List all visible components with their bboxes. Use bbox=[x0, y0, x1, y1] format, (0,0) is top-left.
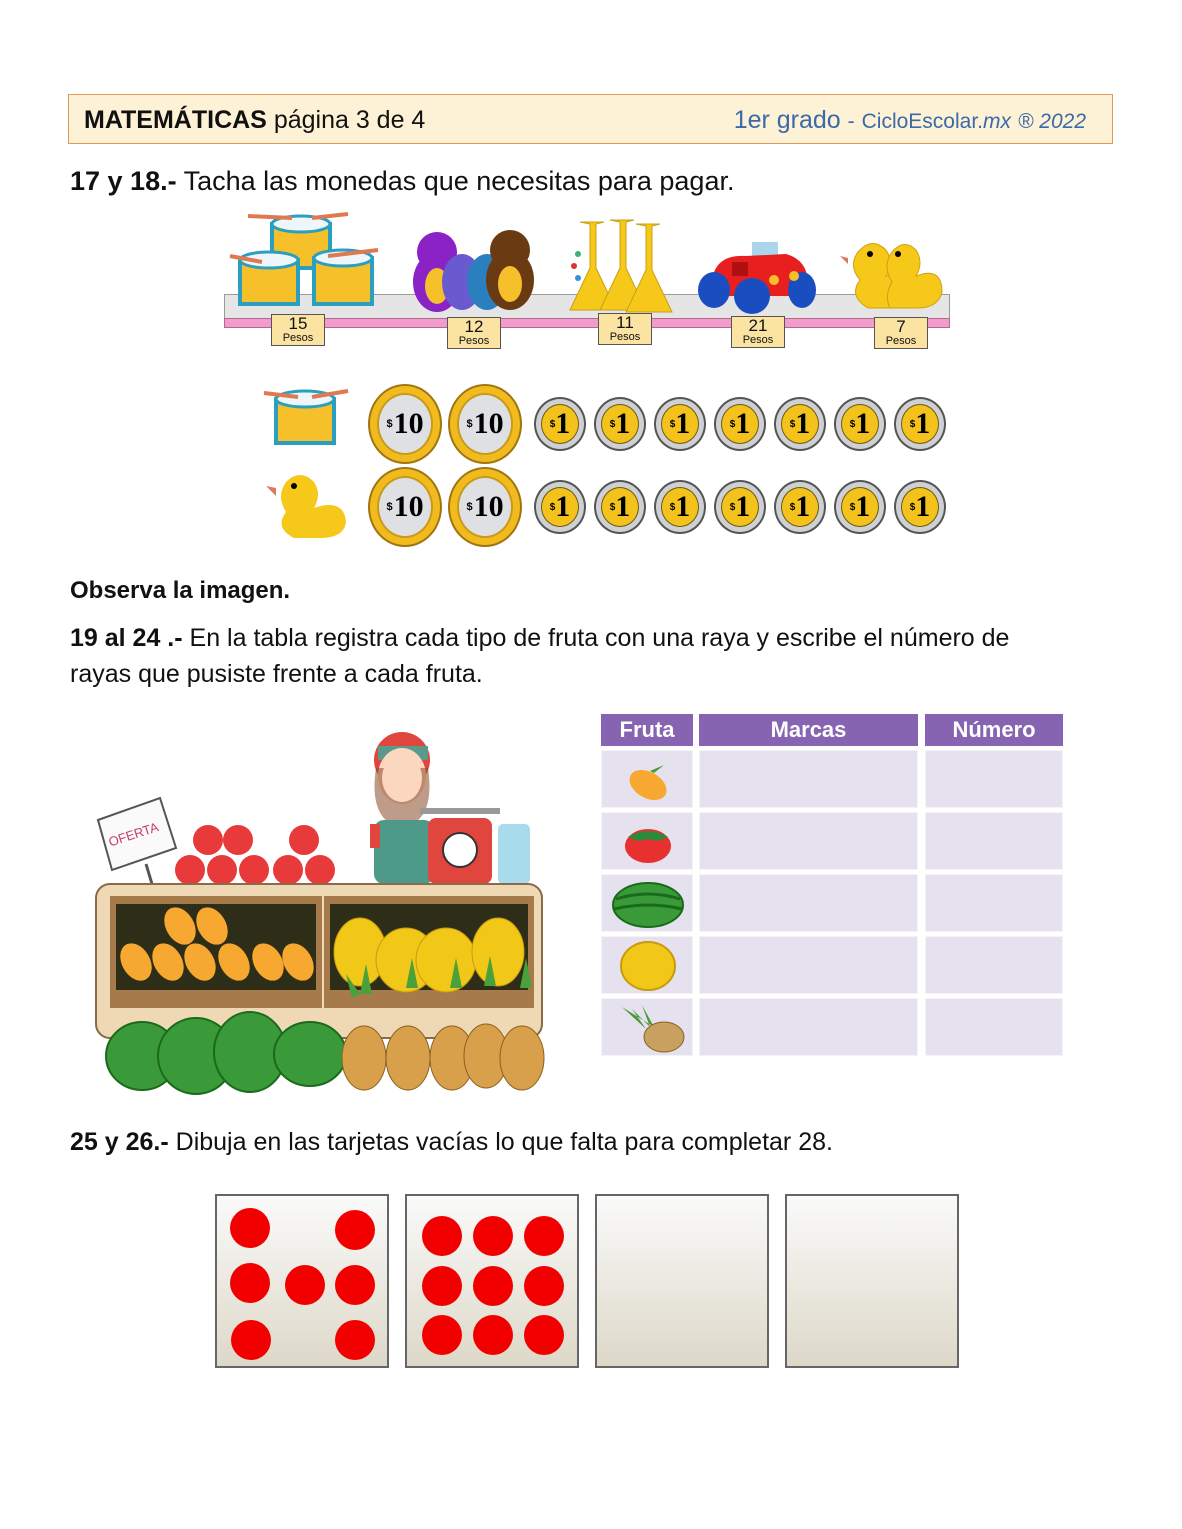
coin-row-drum bbox=[368, 384, 946, 464]
duck-icon bbox=[264, 468, 350, 540]
question-text: Tacha las monedas que necesitas para pagar. bbox=[183, 166, 735, 196]
coin-1[interactable]: $ 1 bbox=[594, 397, 646, 451]
site-tld: mx bbox=[983, 110, 1012, 133]
red-dot bbox=[285, 1265, 325, 1305]
red-dot bbox=[473, 1216, 513, 1256]
fruit-cell-pineapple bbox=[601, 998, 693, 1056]
price-value: 15 bbox=[288, 314, 308, 333]
question-number: 17 y 18.- bbox=[70, 166, 177, 196]
question-text-line2: rayas que pusiste frente a cada fruta. bbox=[70, 660, 483, 688]
dot-card-9 bbox=[405, 1194, 579, 1368]
marcas-cell[interactable] bbox=[699, 750, 918, 808]
fruit-cell-tomato bbox=[601, 812, 693, 870]
question-text-line1: En la tabla registra cada tipo de fruta con una raya y escribe el número de bbox=[189, 624, 1010, 652]
question-number: 19 al 24 .- bbox=[70, 624, 183, 652]
drum-icon bbox=[262, 385, 352, 451]
price-value: 21 bbox=[748, 316, 768, 335]
fruit-cell-mango bbox=[601, 750, 693, 808]
red-dot bbox=[524, 1216, 564, 1256]
price-tag bbox=[874, 317, 928, 349]
numero-cell[interactable] bbox=[925, 936, 1063, 994]
page-info: página 3 de 4 bbox=[273, 106, 426, 134]
coin-1[interactable]: $ 1 bbox=[894, 480, 946, 534]
marcas-cell[interactable] bbox=[699, 812, 918, 870]
coin-1[interactable]: $ 1 bbox=[654, 397, 706, 451]
price-tag bbox=[447, 317, 501, 349]
page-header bbox=[68, 94, 1113, 144]
price-value: 7 bbox=[896, 317, 906, 336]
numero-cell[interactable] bbox=[925, 812, 1063, 870]
column-header-numero: Número bbox=[925, 714, 1063, 746]
copyright: ® 2022 bbox=[1017, 110, 1086, 133]
watermelon-icon bbox=[602, 875, 694, 933]
shelf-trim bbox=[224, 318, 950, 328]
coin-1[interactable]: $ 1 bbox=[714, 480, 766, 534]
price-tag bbox=[731, 316, 785, 348]
coin-1[interactable]: $ 1 bbox=[774, 397, 826, 451]
red-dot bbox=[422, 1216, 462, 1256]
red-dot bbox=[473, 1315, 513, 1355]
header-separator: - bbox=[847, 110, 855, 133]
car-icon bbox=[696, 240, 820, 314]
red-dot bbox=[524, 1315, 564, 1355]
empty-card[interactable] bbox=[785, 1194, 959, 1368]
price-currency: Pesos bbox=[609, 331, 641, 343]
coin-1[interactable]: $ 1 bbox=[534, 397, 586, 451]
price-tag bbox=[598, 313, 652, 345]
red-dot bbox=[230, 1263, 270, 1303]
coin-10[interactable]: $ 10 bbox=[448, 467, 522, 547]
marcas-cell[interactable] bbox=[699, 936, 918, 994]
red-dot bbox=[422, 1266, 462, 1306]
trumpets-icon bbox=[560, 218, 680, 314]
question-25-title bbox=[70, 1124, 833, 1160]
coin-1[interactable]: $ 1 bbox=[654, 480, 706, 534]
coin-1[interactable]: $ 1 bbox=[594, 480, 646, 534]
red-dot bbox=[335, 1210, 375, 1250]
numero-cell[interactable] bbox=[925, 874, 1063, 932]
red-dot bbox=[231, 1320, 271, 1360]
observe-instruction: Observa la imagen. bbox=[70, 577, 291, 604]
grade-label: 1er grado bbox=[733, 106, 841, 134]
red-dot bbox=[524, 1266, 564, 1306]
price-currency: Pesos bbox=[458, 335, 490, 347]
red-dot bbox=[335, 1320, 375, 1360]
ducks-icon bbox=[838, 236, 948, 312]
svg-text:OFERTA: OFERTA bbox=[106, 819, 161, 850]
header-left bbox=[84, 106, 425, 135]
red-dot bbox=[473, 1266, 513, 1306]
coin-10[interactable]: $ 10 bbox=[368, 384, 442, 464]
red-dot bbox=[335, 1265, 375, 1305]
site-name: CicloEscolar. bbox=[861, 110, 984, 133]
pineapple-icon bbox=[602, 999, 694, 1057]
question-number: 25 y 26.- bbox=[70, 1128, 169, 1156]
question-19-title bbox=[70, 620, 1130, 692]
melon-icon bbox=[602, 937, 694, 995]
price-currency: Pesos bbox=[282, 332, 314, 344]
price-value: 12 bbox=[464, 317, 484, 336]
red-dot bbox=[230, 1208, 270, 1248]
drums-icon bbox=[228, 206, 388, 314]
coin-1[interactable]: $ 1 bbox=[534, 480, 586, 534]
coin-1[interactable]: $ 1 bbox=[894, 397, 946, 451]
coin-10[interactable]: $ 10 bbox=[368, 467, 442, 547]
fruit-table bbox=[601, 714, 1063, 1058]
price-tag bbox=[271, 314, 325, 346]
bears-icon bbox=[402, 226, 542, 312]
question-17-title bbox=[70, 166, 734, 197]
coin-row-duck bbox=[368, 467, 946, 547]
price-currency: Pesos bbox=[742, 334, 774, 346]
price-currency: Pesos bbox=[885, 335, 917, 347]
marcas-cell[interactable] bbox=[699, 874, 918, 932]
subject-title: MATEMÁTICAS bbox=[84, 106, 267, 134]
question-text: Dibuja en las tarjetas vacías lo que falta para completar 28. bbox=[175, 1128, 833, 1156]
numero-cell[interactable] bbox=[925, 750, 1063, 808]
tomato-icon bbox=[602, 813, 694, 871]
numero-cell[interactable] bbox=[925, 998, 1063, 1056]
dot-card-7 bbox=[215, 1194, 389, 1368]
coin-1[interactable]: $ 1 bbox=[834, 480, 886, 534]
coin-1[interactable]: $ 1 bbox=[714, 397, 766, 451]
red-dot bbox=[422, 1315, 462, 1355]
header-right bbox=[734, 106, 1086, 135]
price-value: 11 bbox=[616, 313, 634, 332]
marcas-cell[interactable] bbox=[699, 998, 918, 1056]
fruit-stand-illustration bbox=[90, 708, 550, 1096]
coin-1[interactable]: $ 1 bbox=[774, 480, 826, 534]
column-header-marcas: Marcas bbox=[699, 714, 918, 746]
column-header-fruta: Fruta bbox=[601, 714, 693, 746]
fruit-cell-watermelon bbox=[601, 874, 693, 932]
coin-10[interactable]: $ 10 bbox=[448, 384, 522, 464]
fruit-cell-melon bbox=[601, 936, 693, 994]
coin-1[interactable]: $ 1 bbox=[834, 397, 886, 451]
mango-icon bbox=[602, 751, 694, 809]
empty-card[interactable] bbox=[595, 1194, 769, 1368]
